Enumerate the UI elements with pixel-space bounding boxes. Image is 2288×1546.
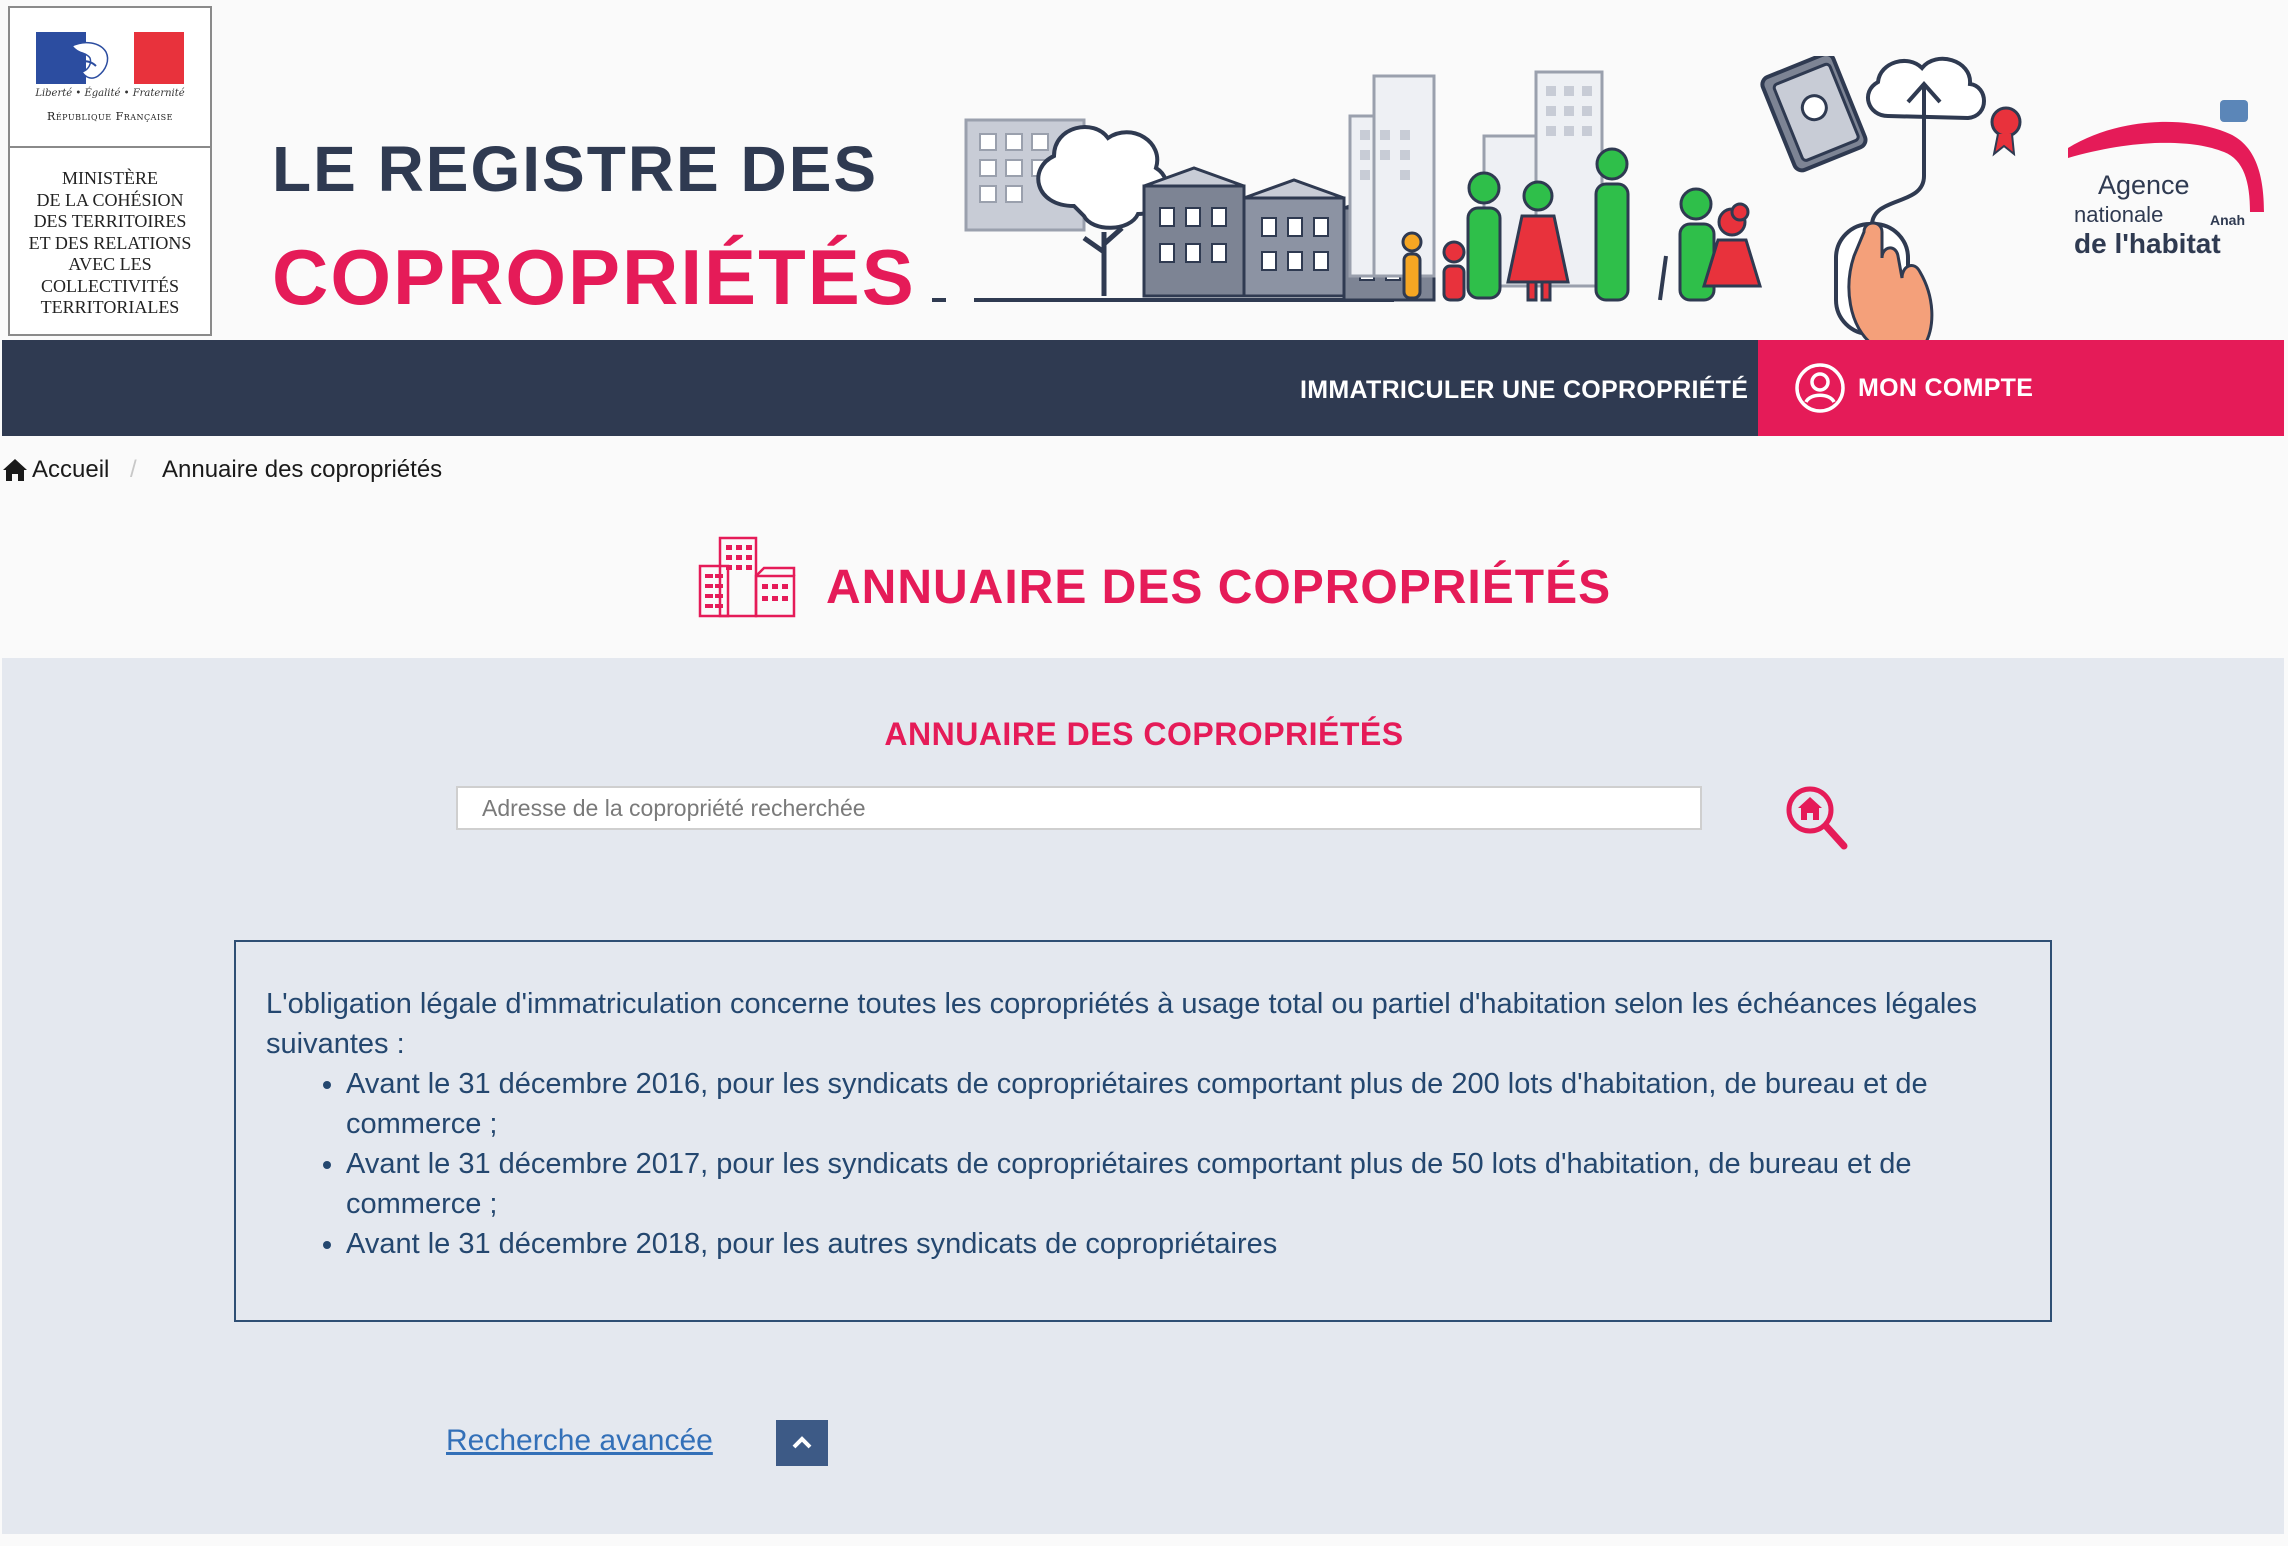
ministry-line: COLLECTIVITÉS [41, 275, 179, 296]
user-circle-icon[interactable] [1794, 362, 1846, 414]
list-item: • Avant le 31 décembre 2018, pour les autres syndicats de copropriétaires [346, 1224, 2020, 1264]
anah-logo-text-2: nationale [2074, 202, 2164, 227]
republic-motto: Liberté • Égalité • Fraternité [35, 88, 185, 99]
header-illustration-icon [924, 56, 2076, 346]
legal-info-box [234, 940, 2052, 1322]
buildings-icon [698, 536, 798, 618]
marianne-flag-icon [36, 32, 184, 84]
ministry-line: MINISTÈRE [62, 168, 158, 188]
legal-info-intro: L'obligation légale d'immatriculation concerne toutes les copropriétés à usage total ou partiel d'habitation selon les échéances légales suivantes : [266, 988, 1977, 1060]
ministry-name [10, 168, 210, 319]
nav-account-label[interactable]: MON COMPTE [1858, 374, 2034, 402]
breadcrumb-current: Annuaire des copropriétés [162, 456, 443, 483]
chevron-up-icon [791, 1436, 813, 1450]
anah-logo-text-1: Agence [2098, 170, 2190, 200]
ministry-line: TERRITORIALES [40, 297, 180, 317]
advanced-search-toggle-button[interactable] [776, 1420, 828, 1466]
ministry-logo[interactable] [8, 6, 212, 336]
home-icon[interactable] [2, 458, 28, 482]
search-heading: ANNUAIRE DES COPROPRIÉTÉS [884, 716, 1404, 752]
republique-francaise-block [10, 8, 210, 148]
breadcrumb-separator: / [130, 456, 137, 483]
list-item: • Avant le 31 décembre 2017, pour les syndicats de copropriétaires comportant plus de 50 lots d'habitation, de bureau et de commerce ; [346, 1144, 2020, 1224]
ministry-line: AVEC LES [68, 254, 152, 274]
site-title-line-2[interactable]: COPROPRIÉTÉS [272, 233, 916, 321]
legal-deadlines-list [266, 1064, 2020, 1264]
breadcrumb-home-link[interactable]: Accueil [32, 456, 110, 483]
page-title: ANNUAIRE DES COPROPRIÉTÉS [826, 561, 1612, 614]
search-house-icon[interactable] [1784, 784, 1848, 850]
address-search-input[interactable] [456, 786, 1702, 830]
ministry-line: DE LA COHÉSION [36, 189, 184, 210]
anah-logo-text-3: de l'habitat [2074, 228, 2221, 259]
advanced-search-link[interactable]: Recherche avancée [446, 1424, 713, 1457]
anah-logo-tag: Anah [2210, 212, 2245, 228]
republic-name: République Française [47, 110, 173, 123]
ministry-line: ET DES RELATIONS [28, 232, 192, 253]
ministry-line: DES TERRITOIRES [33, 211, 187, 231]
nav-register-link[interactable]: IMMATRICULER UNE COPROPRIÉTÉ [1300, 376, 1749, 404]
list-item: • Avant le 31 décembre 2016, pour les syndicats de copropriétaires comportant plus de 200 lots d'habitation, de bureau et de commerce ; [346, 1064, 2020, 1144]
site-header [0, 0, 2288, 338]
site-title-line-1[interactable]: LE REGISTRE DES [272, 133, 879, 205]
